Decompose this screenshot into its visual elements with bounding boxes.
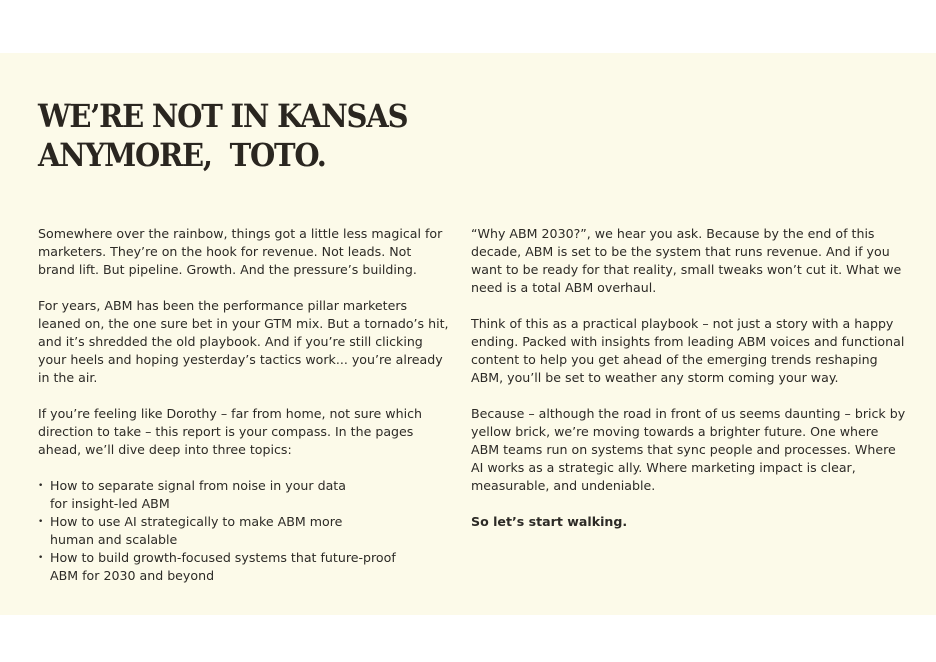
playbook-paragraph: Think of this as a practical playbook – not just a story with a happy ending. Packed with insights from leading ABM voices and functional content to help you get ahead of the emerging trends reshaping ABM, you’ll be set to weather any storm coming your way. [471,316,905,385]
headline-line-2: ANYMORE, TOTO. [38,136,326,174]
headline-line-1: WE’RE NOT IN KANSAS [38,98,408,135]
topics-list [38,477,450,585]
page-headline [38,97,407,175]
list-item-line: • How to separate signal from noise in your data [50,478,346,493]
list-item-line: for insight-led ABM [50,496,170,511]
why-abm-paragraph: “Why ABM 2030?”, we hear you ask. Because by the end of this decade, ABM is set to be the system that runs revenue. And if you want to be ready for that reality, small tweaks won’t cut it. What we need is a total ABM overhaul. [471,226,902,295]
closing-line: So let’s start walking. [471,514,628,529]
list-item-line: • How to use AI strategically to make ABM more [50,514,343,529]
list-item-line: • How to build growth-focused systems that future-proof [50,550,396,565]
list-item [38,513,450,549]
list-item-line: human and scalable [50,532,178,547]
report-compass-paragraph: If you’re feeling like Dorothy – far from home, not sure which direction to take – this report is your compass. In the pages ahead, we’ll dive deep into three topics: [38,406,422,457]
left-column [38,225,450,585]
list-item-line: ABM for 2030 and beyond [50,568,215,583]
brighter-future-paragraph: Because – although the road in front of us seems daunting – brick by yellow brick, we’re moving towards a brighter future. One where ABM teams run on systems that sync people and processes. Where AI works as a strategic ally. Where marketing impact is clear, measurable, and undeniable. [471,406,906,493]
intro-paragraph: Somewhere over the rainbow, things got a little less magical for marketers. They’re on the hook for revenue. Not leads. Not brand lift. But pipeline. Growth. And the pressure’s building. [38,226,443,277]
list-item [38,477,450,513]
right-column [471,225,907,549]
list-item [38,549,450,585]
abm-history-paragraph: For years, ABM has been the performance pillar marketers leaned on, the one sure bet in your GTM mix. But a tornado’s hit, and it’s shredded the old playbook. And if you’re still clicking your heels and hoping yesterday’s tactics work... you’re already in the air. [38,298,449,385]
